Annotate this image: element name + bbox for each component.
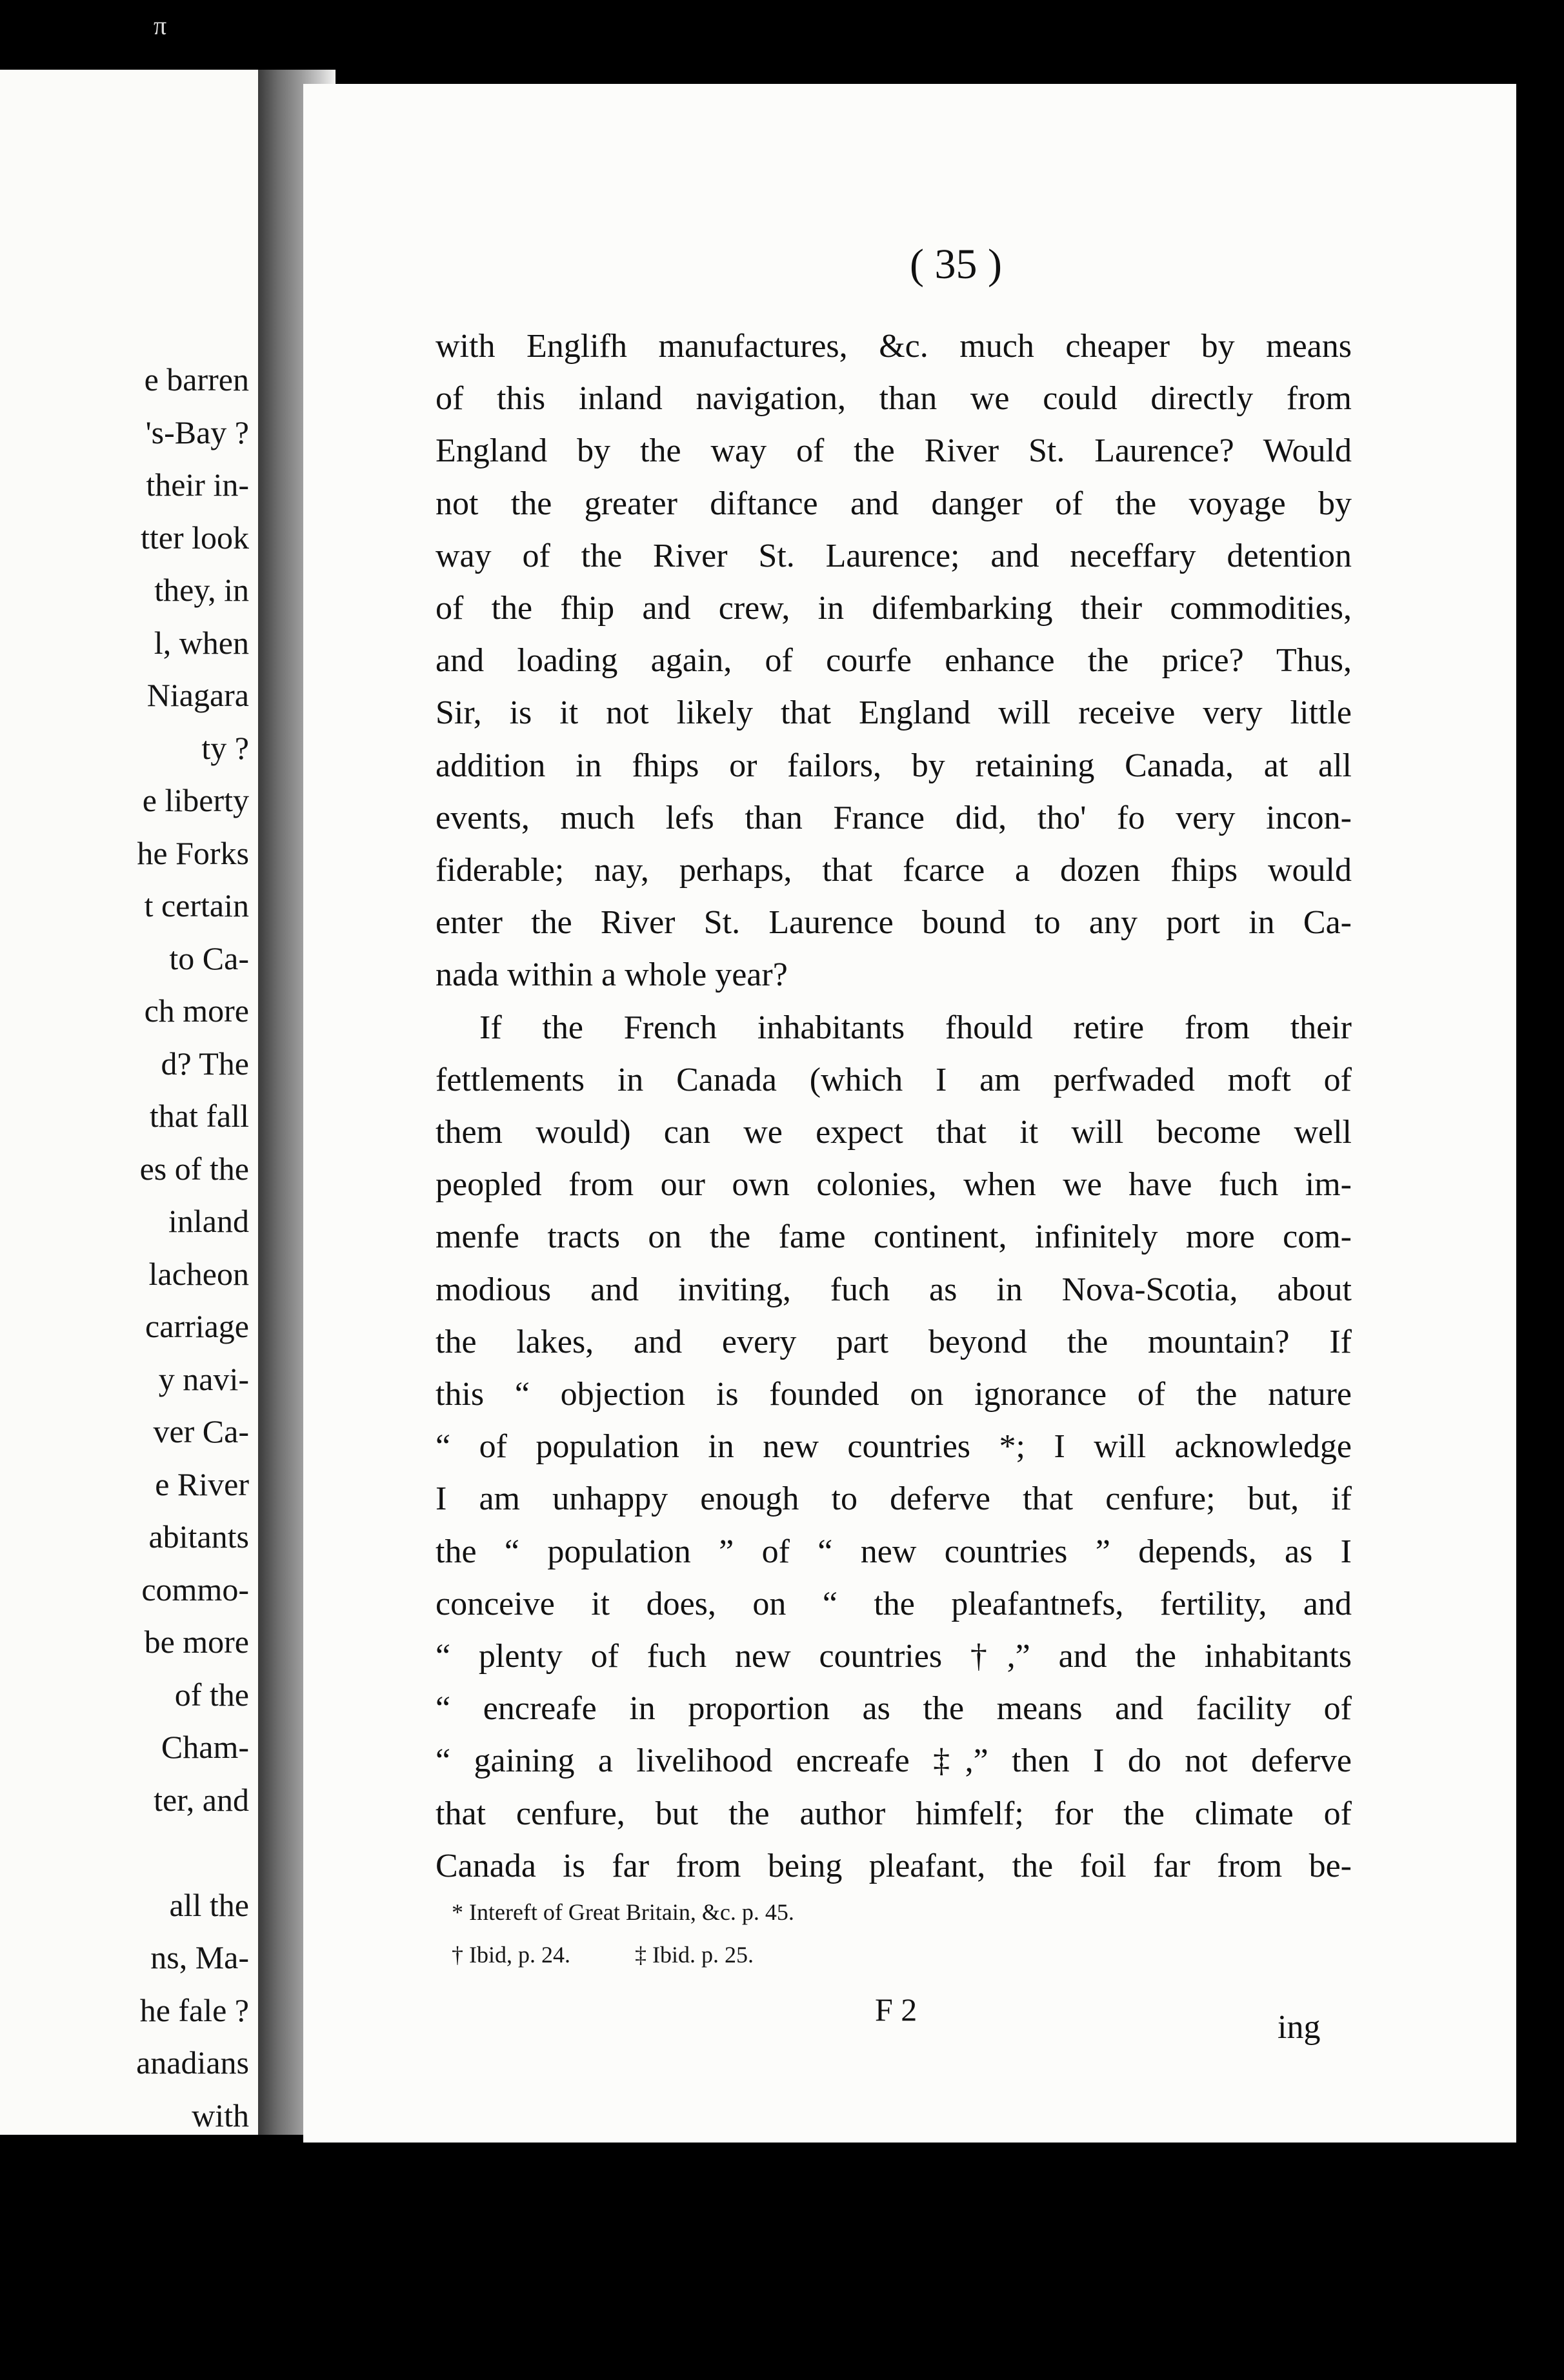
left-page-line: t certain bbox=[144, 887, 249, 923]
text-line: “ of population in new countries *; I will acknowledge bbox=[436, 1428, 1352, 1466]
text-line: of this inland navigation, than we could directly from bbox=[436, 380, 1352, 418]
footnotes bbox=[452, 1891, 1032, 1976]
text-line: If the French inhabitants fhould retire from their bbox=[479, 1009, 1352, 1046]
left-page-line: commo- bbox=[141, 1571, 249, 1608]
text-line: fettlements in Canada (which I am perfwaded moft of bbox=[436, 1061, 1352, 1098]
text-line: modious and inviting, fuch as in Nova-Scotia, about bbox=[436, 1271, 1352, 1308]
left-page-line: d? The bbox=[161, 1045, 249, 1082]
paragraph bbox=[436, 320, 1352, 1002]
left-page-line: they, in bbox=[154, 572, 249, 608]
left-page-line: abitants bbox=[148, 1518, 249, 1555]
footnote-dagger: † Ibid, p. 24. bbox=[452, 1942, 570, 1968]
left-page-line: with bbox=[192, 2097, 249, 2133]
text-line: the “ population ” of “ new countries ” depends, as I bbox=[436, 1533, 1352, 1570]
text-line: enter the River St. Laurence bound to any port in Ca- bbox=[436, 904, 1352, 942]
text-line: “ gaining a livelihood encreafe ‡,” then I do not deferve bbox=[436, 1742, 1352, 1780]
left-page-line: all the bbox=[169, 1886, 249, 1923]
text-line: menfe tracts on the fame continent, infinitely more com- bbox=[436, 1218, 1352, 1256]
page-number: ( 35 ) bbox=[910, 241, 1002, 288]
text-line: the lakes, and every part beyond the mountain? If bbox=[436, 1323, 1352, 1360]
left-page-line: of the bbox=[174, 1676, 249, 1713]
left-page-line: es of the bbox=[139, 1150, 249, 1187]
text-line: with Englifh manufactures, &c. much cheaper by means bbox=[436, 328, 1352, 365]
left-page-line: be more bbox=[144, 1624, 249, 1660]
left-page-line: l, when bbox=[154, 624, 249, 661]
text-line: nada within a whole year? bbox=[436, 956, 788, 994]
left-page-line: he Forks bbox=[137, 834, 249, 871]
left-page-line: ty ? bbox=[201, 729, 249, 766]
scan-mark: π bbox=[154, 11, 167, 40]
text-line: addition in fhips or failors, by retaining Canada, at all bbox=[436, 747, 1352, 784]
text-line: peopled from our own colonies, when we have fuch im- bbox=[436, 1166, 1352, 1204]
catchword: ing bbox=[1278, 2009, 1321, 2046]
text-line: way of the River St. Laurence; and neceffary detention bbox=[436, 537, 1352, 574]
text-line: fiderable; nay, perhaps, that fcarce a dozen fhips would bbox=[436, 852, 1352, 889]
left-page-line: anadians bbox=[136, 2044, 249, 2081]
text-line: that cenfure, but the author himfelf; for the climate of bbox=[436, 1795, 1352, 1832]
left-page-text bbox=[0, 354, 249, 2135]
footnote-star-row bbox=[452, 1891, 1032, 1933]
left-page-line: e River bbox=[155, 1466, 249, 1502]
left-page-line: ter, and bbox=[154, 1781, 249, 1818]
left-page-line: e liberty bbox=[142, 782, 249, 818]
text-line: of the fhip and crew, in difembarking their commodities, bbox=[436, 590, 1352, 627]
text-line: Sir, is it not likely that England will receive very little bbox=[436, 694, 1352, 732]
text-line: conceive it does, on “ the pleafantnefs, fertility, and bbox=[436, 1585, 1352, 1622]
text-line: Canada is far from being pleafant, the foil far from be- bbox=[436, 1847, 1352, 1884]
left-page-line: ver Ca- bbox=[153, 1413, 249, 1449]
left-page-line: inland bbox=[168, 1203, 249, 1239]
left-page-line: carriage bbox=[145, 1308, 249, 1344]
text-line: “ plenty of fuch new countries †,” and the inhabitants bbox=[436, 1638, 1352, 1675]
footnote-double-dagger: ‡ Ibid. p. 25. bbox=[635, 1942, 754, 1968]
left-page-line: tter look bbox=[140, 519, 249, 556]
text-line: I am unhappy enough to deferve that cenfure; but, if bbox=[436, 1480, 1352, 1518]
text-line: “ encreafe in proportion as the means and facility of bbox=[436, 1690, 1352, 1728]
left-page-line: lacheon bbox=[148, 1255, 249, 1292]
left-page-line bbox=[0, 1826, 249, 1879]
text-line: this “ objection is founded on ignorance of the nature bbox=[436, 1376, 1352, 1413]
text-line: England by the way of the River St. Laurence? Would bbox=[436, 432, 1352, 470]
left-page-line: 's-Bay ? bbox=[145, 414, 249, 450]
text-line: them would) can we expect that it will become well bbox=[436, 1114, 1352, 1151]
text-line: not the greater diftance and danger of the voyage by bbox=[436, 485, 1352, 522]
text-line: and loading again, of courfe enhance the price? Thus, bbox=[436, 642, 1352, 680]
left-page-line: Cham- bbox=[161, 1729, 249, 1765]
left-facing-page bbox=[0, 70, 258, 2135]
footnote-star: * Intereft of Great Britain, &c. p. 45. bbox=[452, 1899, 794, 1925]
footnote-dagger-row bbox=[452, 1933, 1032, 1976]
signature-mark: F 2 bbox=[875, 1992, 917, 2028]
left-page-line: y navi- bbox=[158, 1360, 249, 1397]
left-page-line: their in- bbox=[146, 467, 249, 503]
text-line: events, much lefs than France did, tho' fo very incon- bbox=[436, 799, 1352, 836]
left-page-line: e barren bbox=[144, 361, 249, 398]
left-page-line: Niagara bbox=[146, 677, 249, 713]
left-page-line: ns, Ma- bbox=[150, 1939, 249, 1975]
left-page-line: ch more bbox=[144, 993, 249, 1029]
left-page-line: that fall bbox=[149, 1098, 249, 1134]
left-page-line: to Ca- bbox=[169, 940, 249, 976]
left-page-line: he fale ? bbox=[139, 1992, 249, 2028]
page-body-text bbox=[436, 320, 1352, 1892]
paragraph bbox=[436, 1002, 1352, 1892]
